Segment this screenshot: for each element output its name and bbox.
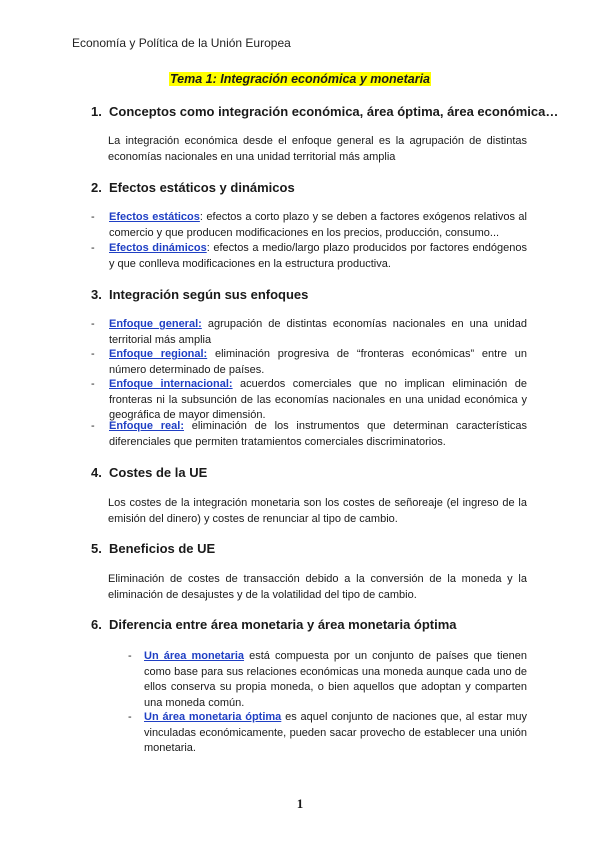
- bullet-dash: -: [128, 650, 132, 662]
- item-text: es aquel conjunto de naciones que, al estar muy vinculadas económicamente, pueden sacar provecho de establecer una unión monetaria.: [144, 711, 527, 754]
- list-item: [128, 649, 527, 711]
- page-header: Economía y Política de la Unión Europea: [72, 36, 291, 50]
- bullet-dash: -: [128, 711, 132, 723]
- term-link[interactable]: Efectos dinámicos: [109, 242, 207, 254]
- item-text: acuerdos comerciales que no implican eliminación de fronteras ni la subsunción de las economías nacionales en una unidad económica y geográfica de mayor dimensión.: [109, 378, 527, 421]
- list-item: [91, 419, 527, 450]
- item-text: está compuesta por un conjunto de países que tienen como base para sus relaciones económicas una moneda aunque cada uno de ellos conserva su propia moneda, o bien aquellos que adoptan y comparten una moneda común.: [144, 650, 528, 709]
- section-6-heading: [91, 617, 457, 632]
- section-number: 6.: [91, 617, 102, 632]
- list-item: [91, 317, 527, 348]
- document-title: [0, 72, 600, 86]
- section-number: 1.: [91, 104, 102, 119]
- section-title: Efectos estáticos y dinámicos: [109, 180, 295, 195]
- bullet-dash: -: [91, 318, 95, 330]
- section-title: Integración según sus enfoques: [109, 287, 309, 302]
- term-link[interactable]: Un área monetaria: [144, 650, 245, 662]
- section-3-heading: [91, 287, 308, 302]
- list-item: [128, 710, 527, 757]
- title-highlight: Tema 1: Integración económica y monetaria: [169, 72, 431, 86]
- section-1-heading: [91, 104, 558, 119]
- list-item: [91, 347, 527, 378]
- bullet-dash: -: [91, 348, 95, 360]
- section-number: 4.: [91, 465, 102, 480]
- item-text: eliminación de los instrumentos que determinan características diferenciales que permiten tratamientos comerciales discriminatorios.: [109, 420, 528, 448]
- term-link[interactable]: Enfoque regional:: [109, 348, 208, 360]
- item-text: : efectos a medio/largo plazo producidos por factores endógenos y que conlleva modificaciones en la estructura productiva.: [109, 242, 527, 270]
- term-link[interactable]: Un área monetaria óptima: [144, 711, 282, 723]
- term-link[interactable]: Enfoque internacional:: [109, 378, 233, 390]
- bullet-dash: -: [91, 211, 95, 223]
- list-item: [91, 241, 527, 272]
- section-5-heading: [91, 541, 215, 556]
- section-4-heading: [91, 465, 207, 480]
- section-title: Beneficios de UE: [109, 541, 216, 556]
- section-number: 5.: [91, 541, 102, 556]
- list-item: [91, 210, 527, 241]
- section-2-heading: [91, 180, 295, 195]
- bullet-dash: -: [91, 420, 95, 432]
- bullet-dash: -: [91, 378, 95, 390]
- section-1-paragraph: La integración económica desde el enfoque general es la agrupación de distintas economías nacionales en una unidad territorial más amplia: [108, 135, 527, 163]
- term-link[interactable]: Efectos estáticos: [109, 211, 200, 223]
- bullet-dash: -: [91, 242, 95, 254]
- section-4-paragraph: Los costes de la integración monetaria son los costes de señoreaje (el ingreso de la emisión del dinero) y costes de renunciar al tipo de cambio.: [108, 497, 527, 525]
- page-number: 1: [296, 796, 304, 811]
- section-title: Diferencia entre área monetaria y área monetaria óptima: [109, 617, 457, 632]
- section-number: 3.: [91, 287, 102, 302]
- term-link[interactable]: Enfoque real:: [109, 420, 185, 432]
- list-item: [91, 377, 527, 424]
- item-text: eliminación progresiva de “fronteras económicas” entre un número determinado de países.: [109, 348, 527, 376]
- section-title: Costes de la UE: [109, 465, 208, 480]
- term-link[interactable]: Enfoque general:: [109, 318, 202, 330]
- section-5-paragraph: Eliminación de costes de transacción debido a la conversión de la moneda y la eliminación de desajustes y de la volatilidad del tipo de cambio.: [108, 573, 527, 601]
- item-text: agrupación de distintas economías nacionales en una unidad territorial más amplia: [109, 318, 527, 346]
- item-text: : efectos a corto plazo y se deben a factores exógenos relativos al comercio y que producen modificaciones en los precios, producción, consumo...: [109, 211, 527, 239]
- section-title: Conceptos como integración económica, área óptima, área económica…: [109, 104, 559, 119]
- section-number: 2.: [91, 180, 102, 195]
